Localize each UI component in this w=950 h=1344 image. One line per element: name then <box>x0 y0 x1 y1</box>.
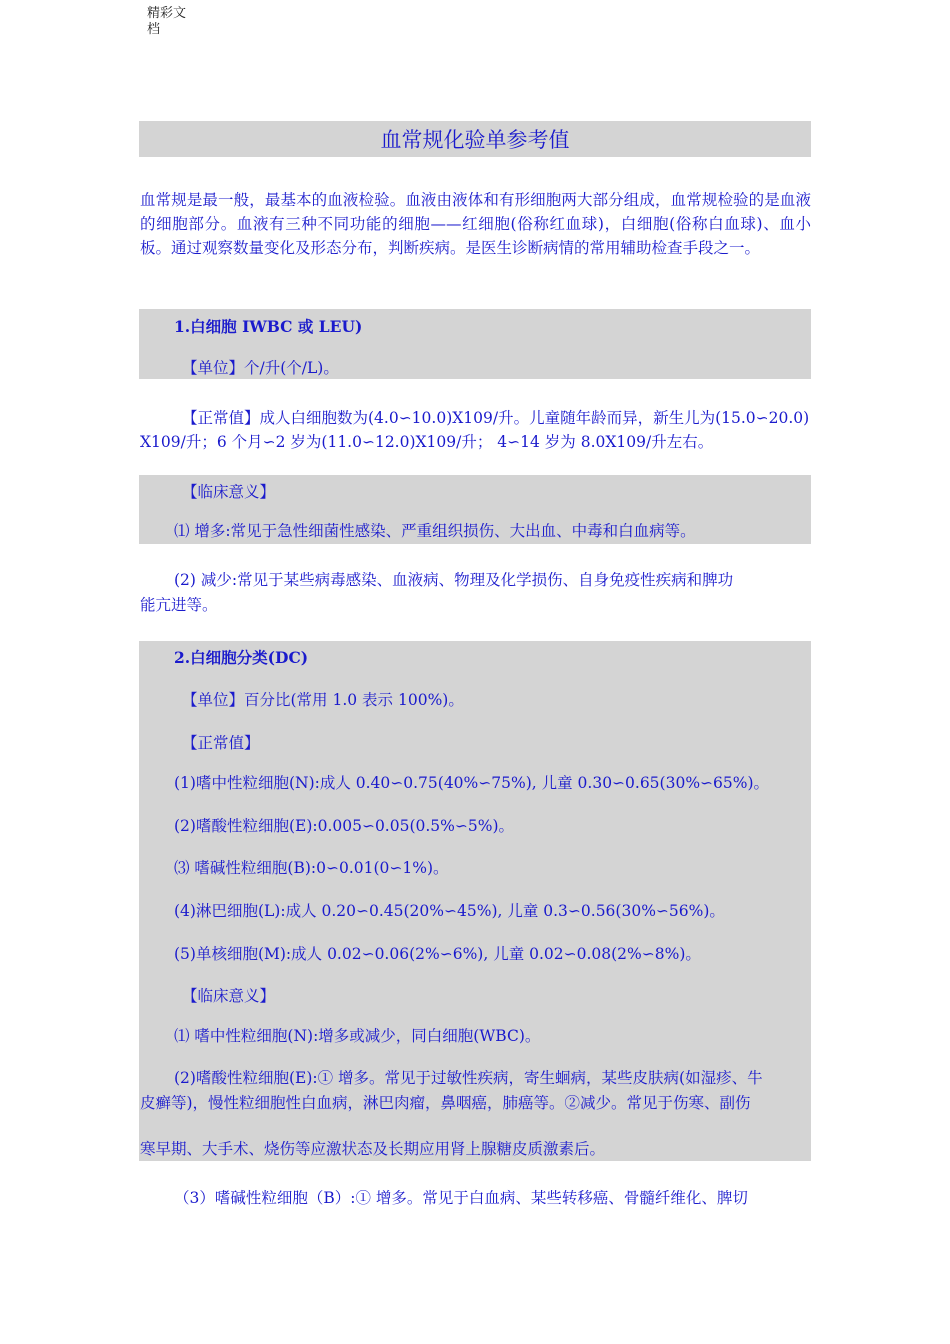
wbc-decrease-line2: 能亢进等。 <box>140 596 218 614</box>
dc-clinical-3-line1: （3）嗜碱性粒细胞（B）:① 增多。常见于白血病、某些转移癌、骨髓纤维化、脾切 <box>174 1189 748 1207</box>
wbc-heading: 1.白细胞 IWBC 或 LEU) <box>174 317 363 336</box>
wbc-decrease-line1: (2) 减少:常见于某些病毒感染、血液病、物理及化学损伤、自身免疫性疾病和脾功 <box>174 571 734 589</box>
dc-normal-item: (1)嗜中性粒细胞(N):成人 0.40∽0.75(40%∽75%), 儿童 0.30∽0.65(30%∽65%)。 <box>174 774 770 792</box>
dc-clinical-heading: 【临床意义】 <box>182 987 276 1005</box>
dc-clinical-1: ⑴ 嗜中性粒细胞(N):增多或减少，同白细胞(WBC)。 <box>174 1027 541 1045</box>
dc-normal-item: (4)淋巴细胞(L):成人 0.20∽0.45(20%∽45%), 儿童 0.3∽0.56(30%∽56%)。 <box>174 902 725 920</box>
intro-paragraph: 血常规是最一般，最基本的血液检验。血液由液体和有形细胞两大部分组成，血常规检验的是血液的细胞部分。血液有三种不同功能的细胞——红细胞(俗称红血球)，白细胞(俗称白血球)、血小板。通过观察数量变化及形态分布，判断疾病。是医生诊断病情的常用辅助检查手段之一。 <box>140 191 811 257</box>
dc-normal-item: (5)单核细胞(M):成人 0.02∽0.06(2%∽6%), 儿童 0.02∽0.08(2%∽8%)。 <box>174 945 701 963</box>
wbc-clinical-heading: 【临床意义】 <box>182 483 276 501</box>
dc-clinical-2-line2: 皮癣等)，慢性粒细胞性白血病，淋巴肉瘤，鼻咽癌，肺癌等。②减少。常见于伤寒、副伤 <box>140 1094 751 1112</box>
wbc-increase: ⑴ 增多:常见于急性细菌性感染、严重组织损伤、大出血、中毒和白血病等。 <box>174 522 696 540</box>
wbc-normal-line2: X109/升；6 个月∽2 岁为(11.0∽12.0)X109/升； 4∽14 岁为 8.0X109/升左右。 <box>140 433 714 451</box>
wbc-normal-line1: 【正常值】成人白细胞数为(4.0∽10.0)X109/升。儿童随年龄而异，新生儿为(15.0∽20.0) <box>182 409 810 427</box>
dc-clinical-2-line1: (2)嗜酸性粒细胞(E):① 增多。常见于过敏性疾病，寄生蛔病，某些皮肤病(如湿疹、牛 <box>174 1069 763 1087</box>
dc-normal-heading: 【正常值】 <box>182 734 260 752</box>
header-mark: 精彩文档 <box>147 6 187 37</box>
wbc-unit: 【单位】个/升(个/L)。 <box>182 359 339 377</box>
document-title: 血常规化验单参考值 <box>139 121 811 157</box>
dc-heading: 2.白细胞分类(DC) <box>174 648 309 667</box>
dc-unit: 【单位】百分比(常用 1.0 表示 100%)。 <box>182 691 464 709</box>
dc-normal-item: (2)嗜酸性粒细胞(E):0.005∽0.05(0.5%∽5%)。 <box>174 817 515 835</box>
dc-clinical-2-line3: 寒早期、大手术、烧伤等应激状态及长期应用肾上腺糖皮质激素后。 <box>140 1140 606 1158</box>
dc-normal-item: ⑶ 嗜碱性粒细胞(B):0∽0.01(0∽1%)。 <box>174 859 449 877</box>
